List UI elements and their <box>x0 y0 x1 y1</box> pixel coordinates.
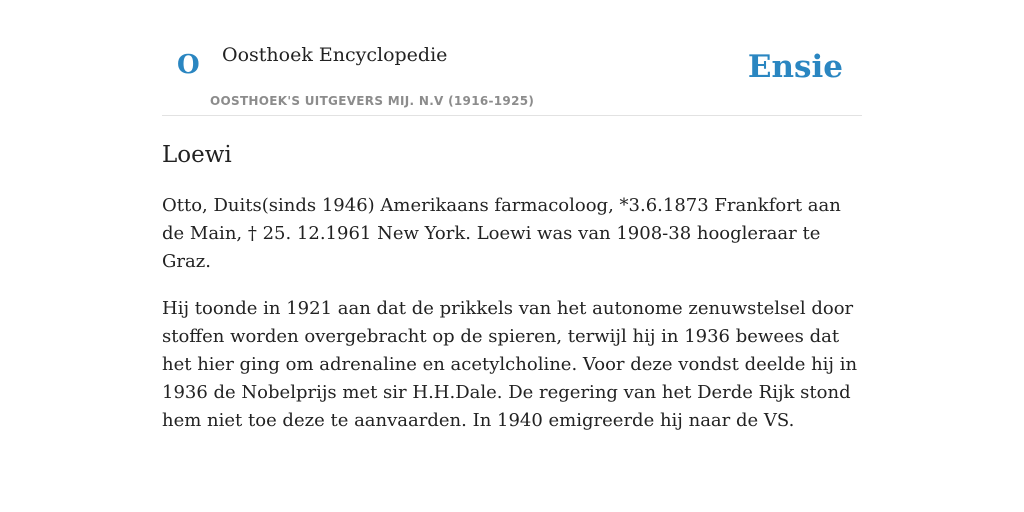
entry-paragraph: Hij toonde in 1921 aan dat de prikkels van het autonome zenuwstelsel door stoffen worden overgebracht op de spieren, terwijl hij in 1936 bewees dat het hier ging om adrenaline en acetylcholine. Voor deze vondst deelde hij in 1936 de Nobelprijs met sir H.H.Dale. De regering van het Derde Rijk stond hem niet toe deze te aanvaarden. In 1940 emigreerde hij naar de VS. <box>162 298 858 431</box>
source-logo[interactable]: O <box>177 50 200 80</box>
page-container <box>162 0 862 435</box>
entry-content <box>162 140 862 435</box>
entry-paragraph: Otto, Duits(sinds 1946) Amerikaans farmacoloog, *3.6.1873 Frankfort aan de Main, † 25. 12.1961 New York. Loewi was van 1908-38 hoogleraar te Graz. <box>162 195 841 272</box>
entry-body <box>162 192 862 435</box>
ensie-brand-link[interactable]: Ensie <box>747 49 843 85</box>
entry-title: Loewi <box>162 142 232 168</box>
source-subtitle: OOSTHOEK'S UITGEVERS MIJ. N.V (1916-1925) <box>210 94 535 108</box>
source-header <box>162 0 862 116</box>
source-title[interactable]: Oosthoek Encyclopedie <box>222 44 448 66</box>
